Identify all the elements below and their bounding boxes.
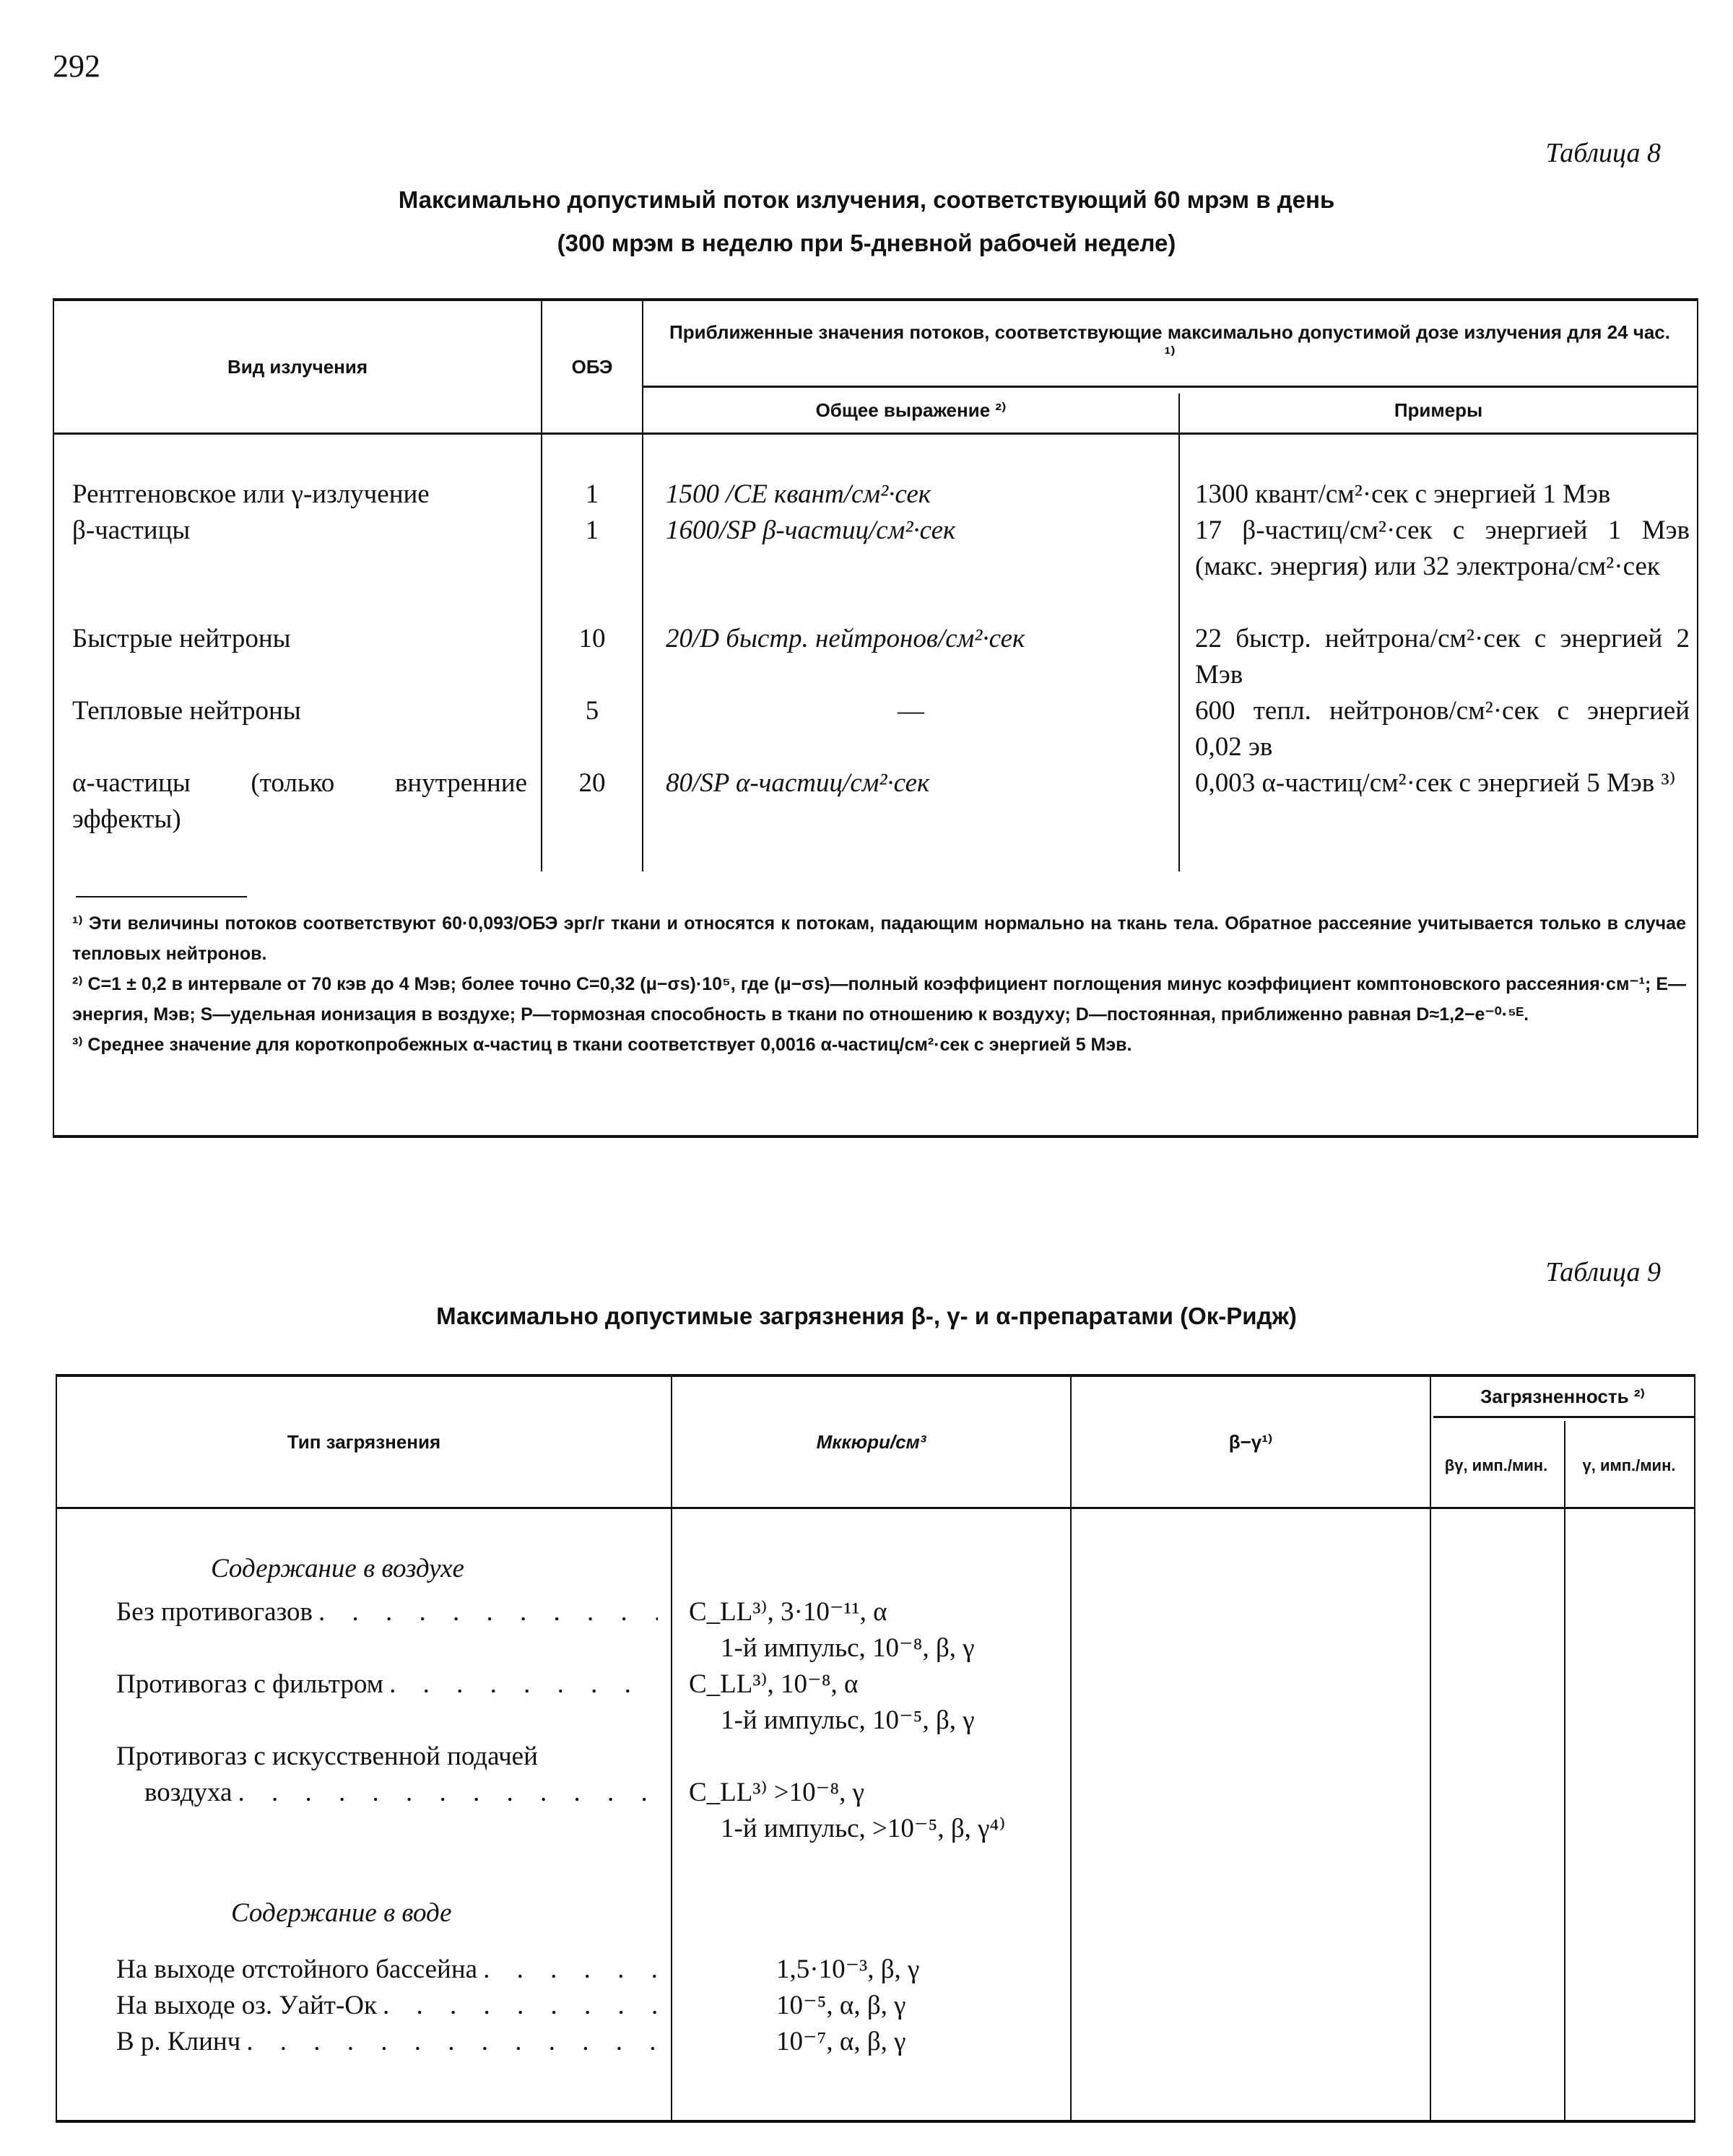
table8-title-line1: Максимально допустимый поток излучения, соответствующий 60 мрэм в день: [398, 186, 1335, 213]
table8-title-line2: (300 мрэм в неделю при 5-дневной рабочей неделе): [557, 230, 1176, 256]
header-general-expression: Общее выражение ²⁾: [815, 399, 1007, 421]
dot-leader: [238, 1775, 658, 1811]
table8-header-rule: [53, 432, 1698, 435]
obe-value: 20: [578, 768, 606, 798]
dot-leader: [389, 1666, 658, 1703]
contamination-type: Без противогазов . . .: [116, 1594, 658, 1630]
header-g-imp: γ, имп./мин.: [1582, 1456, 1676, 1474]
table9-header-rule: [56, 1507, 1695, 1509]
table8-bottom-rule: [53, 1135, 1698, 1138]
header-contamination-type: Тип загрязнения: [287, 1431, 441, 1453]
table8-right-border: [1697, 300, 1698, 1137]
page-number: 292: [53, 48, 100, 84]
obe-value: 1: [585, 479, 599, 509]
dot-leader: [383, 1988, 658, 2024]
radiation-type: α-частицы (только внутренние эффекты): [72, 768, 527, 834]
contamination-type: В р. Клинч . . .: [116, 2024, 658, 2060]
footnote-1: ¹⁾ Эти величины потоков соответствуют 60·0,093/ОБЭ эрг/г ткани и относятся к потокам, падающим нормально на ткань тела. Обратное рассеяние учитывается только в случае тепловых нейтронов.: [72, 913, 1686, 964]
obe-value: 5: [585, 696, 599, 726]
mcurie-value: C_LL³⁾, 10⁻⁸, α: [689, 1669, 859, 1699]
header-bg-imp: βγ, имп./мин.: [1444, 1456, 1548, 1474]
obe-value: 10: [578, 624, 606, 653]
water-section-heading: Содержание в воде: [231, 1898, 452, 1928]
example: 0,003 α-частиц/см²·сек с энергией 5 Мэв ³⁾: [1195, 768, 1676, 798]
mcurie-value: 10⁻⁵, α, β, γ: [776, 1991, 906, 2020]
header-mcurie: Мккюри/см³: [816, 1431, 926, 1453]
header-contamination: Загрязненность ²⁾: [1480, 1386, 1645, 1407]
mcurie-value: 10⁻⁷, α, β, γ: [776, 2027, 906, 2056]
radiation-type: Рентгеновское или γ-излучение: [72, 479, 430, 509]
general-expression: —: [898, 696, 924, 726]
header-approx-values: Приближенные значения потоков, соответствующие максимально допустимой дозе излучения для 24 час. ¹⁾: [669, 321, 1670, 365]
header-obe: ОБЭ: [571, 356, 613, 378]
header-radiation-type: Вид излучения: [227, 356, 368, 378]
radiation-type: Быстрые нейтроны: [72, 624, 291, 653]
example: 17 β-частиц/см²·сек с энергией 1 Мэв (макс. энергия) или 32 электрона/см²·сек: [1195, 516, 1690, 581]
obe-value: 1: [585, 516, 599, 545]
mcurie-value: 1,5·10⁻³, β, γ: [776, 1955, 920, 1984]
contamination-type: воздуха . . .: [144, 1775, 658, 1811]
table9-col-divider: [1564, 1421, 1565, 2122]
dot-leader: [318, 1594, 658, 1630]
table9-bottom-rule: [56, 2120, 1695, 2123]
mcurie-value: 1-й импульс, 10⁻⁵, β, γ: [721, 1705, 975, 1735]
footnote-rule: [76, 896, 247, 897]
example: 600 тепл. нейтронов/см²·сек с энергией 0,02 эв: [1195, 696, 1690, 762]
mcurie-value: 1-й импульс, 10⁻⁸, β, γ: [721, 1633, 975, 1663]
general-expression: 20/D быстр. нейтронов/см²·сек: [666, 624, 1025, 653]
mcurie-value: C_LL³⁾ >10⁻⁸, γ: [689, 1778, 864, 1807]
table9-right-border: [1694, 1375, 1695, 2122]
table9-col-divider: [1430, 1375, 1431, 2122]
radiation-type: β-частицы: [72, 516, 191, 545]
contamination-type: Противогаз с искусственной подачей: [116, 1742, 538, 1771]
header-examples: Примеры: [1394, 399, 1483, 421]
example: 22 быстр. нейтрона/см²·сек с энергией 2 Мэв: [1195, 624, 1690, 690]
contamination-type: На выходе отстойного бассейна . . .: [116, 1952, 658, 1988]
table8-label: Таблица 8: [1545, 138, 1661, 168]
dot-leader: [246, 2024, 658, 2060]
general-expression: 80/SP α-частиц/см²·сек: [666, 768, 930, 798]
footnote-3: ³⁾ Среднее значение для короткопробежных α-частиц в ткани соответствует 0,0016 α-частиц/см²·сек с энергией 5 Мэв.: [72, 1035, 1132, 1055]
header-beta-gamma: β−γ¹⁾: [1228, 1431, 1273, 1453]
table9-title: Максимально допустимые загрязнения β-, γ- и α-препаратами (Ок-Ридж): [436, 1303, 1297, 1329]
table8-col-divider: [1178, 394, 1180, 871]
contamination-type: Противогаз с фильтром . . .: [116, 1666, 658, 1703]
radiation-type: Тепловые нейтроны: [72, 696, 301, 726]
air-section-heading: Содержание в воздухе: [211, 1554, 464, 1583]
footnote-2: ²⁾ C=1 ± 0,2 в интервале от 70 кэв до 4 Мэв; более точно C=0,32 (μ−σs)·10⁵, где (μ−σs)—полный коэффициент поглощения минус коэффициент комптоновского рассеяния·см⁻¹; E—энергия, Мэв; S—удельная ионизация в воздухе; P—тормозная способность в ткани по отношению к воздуху; D—постоянная, приближенно равная D≈1,2−e⁻⁰·⁵ᴱ.: [72, 974, 1686, 1025]
contamination-type: На выходе оз. Уайт-Ок . . .: [116, 1988, 658, 2024]
general-expression: 1600/SP β-частиц/см²·сек: [666, 516, 956, 545]
example: 1300 квант/см²·сек с энергией 1 Мэв: [1195, 479, 1611, 509]
table9-label: Таблица 9: [1545, 1257, 1661, 1287]
table8-footnotes: [72, 908, 1686, 1060]
table9-header-subrule: [1433, 1416, 1694, 1418]
mcurie-value: 1-й импульс, >10⁻⁵, β, γ⁴⁾: [721, 1814, 1006, 1843]
dot-leader: [483, 1952, 658, 1988]
general-expression: 1500 /CE квант/см²·сек: [666, 479, 931, 509]
mcurie-value: C_LL³⁾, 3·10⁻¹¹, α: [689, 1597, 887, 1627]
